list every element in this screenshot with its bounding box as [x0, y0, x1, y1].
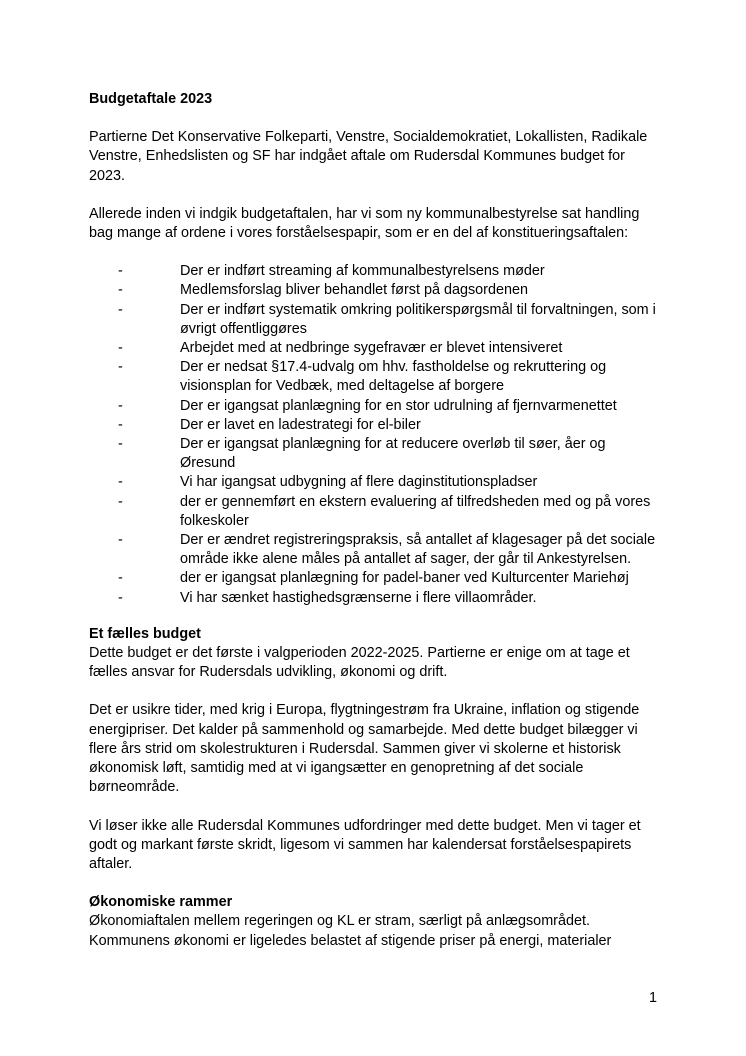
list-dash: - [118, 397, 123, 414]
list-item [89, 397, 664, 416]
section-paragraph: Økonomiaftalen mellem regeringen og KL er stram, særligt på anlægsområdet. Kommunens økonomi er ligeledes belastet af stigende priser på energi, materialer [89, 913, 612, 949]
document-title: Budgetaftale 2023 [89, 91, 213, 107]
list-dash: - [118, 301, 123, 318]
list-item [89, 262, 664, 281]
list-item-text: Arbejdet med at nedbringe sygefravær er blevet intensiveret [180, 340, 563, 357]
list-dash: - [118, 493, 123, 510]
document-page [89, 90, 664, 970]
list-dash: - [118, 570, 123, 587]
list-item [89, 301, 664, 339]
list-item-text: der er gennemført en ekstern evaluering af tilfredsheden med og på vores folkeskoler [180, 493, 651, 529]
list-dash: - [118, 532, 123, 549]
list-item [89, 569, 664, 588]
list-dash: - [118, 416, 123, 433]
list-item-text: Medlemsforslag bliver behandlet først på dagsordenen [180, 282, 528, 299]
list-dash: - [118, 359, 123, 376]
list-item [89, 435, 664, 473]
list-dash: - [118, 436, 123, 453]
achievements-list [89, 262, 664, 608]
intro-paragraph: Partierne Det Konservative Folkeparti, Venstre, Socialdemokratiet, Lokallisten, Radikale Venstre, Enhedslisten og SF har indgået aftale om Rudersdal Kommunes budget for 2023. [89, 129, 648, 184]
list-item [89, 339, 664, 358]
list-item [89, 531, 664, 569]
list-dash: - [118, 282, 123, 299]
list-item-text: Der er ændret registreringspraksis, så antallet af klagesager på det sociale område ikke alene måles på antallet af sager, der går til Ankestyrelsen. [180, 532, 656, 568]
section-paragraph: Dette budget er det første i valgperioden 2022-2025. Partierne er enige om at tage et fælles ansvar for Rudersdals udvikling, økonomi og drift. [89, 645, 630, 681]
list-item-text: Der er igangsat planlægning for at reducere overløb til søer, åer og Øresund [180, 436, 606, 472]
list-dash: - [118, 340, 123, 357]
list-item [89, 358, 664, 396]
list-item-text: Vi har sænket hastighedsgrænserne i flere villaområder. [180, 589, 537, 606]
page-number: 1 [648, 990, 657, 1006]
list-item [89, 493, 664, 531]
list-item-text: Der er nedsat §17.4-udvalg om hhv. fastholdelse og rekruttering og visionsplan for Vedbæk, med deltagelse af borgere [180, 359, 607, 395]
list-dash: - [118, 589, 123, 606]
section-heading-faelles-budget: Et fælles budget [89, 625, 201, 642]
list-dash: - [118, 263, 123, 280]
list-item-text: Der er indført streaming af kommunalbestyrelsens møder [180, 263, 545, 280]
list-item-text: Vi har igangsat udbygning af flere daginstitutionspladser [180, 474, 538, 491]
section-paragraph: Vi løser ikke alle Rudersdal Kommunes udfordringer med dette budget. Men vi tager et godt og markant første skridt, ligesom vi sammen har kalendersat forståelsespapirets aftaler. [89, 817, 641, 872]
list-item [89, 281, 664, 300]
list-item [89, 416, 664, 435]
list-item-text: Der er indført systematik omkring politikerspørgsmål til forvaltningen, som i øvrigt offentliggøres [180, 301, 656, 337]
list-item [89, 589, 664, 608]
section-heading-oekonomiske-rammer: Økonomiske rammer [89, 894, 233, 911]
list-dash: - [118, 474, 123, 491]
list-item-text: der er igangsat planlægning for padel-baner ved Kulturcenter Mariehøj [180, 570, 629, 587]
section-paragraph: Det er usikre tider, med krig i Europa, flygtningestrøm fra Ukraine, inflation og stigende energipriser. Det kalder på sammenhold og samarbejde. Med dette budget bilægger vi flere års strid om skolestrukturen i Rudersdal. Sammen giver vi skolerne et historisk økonomisk løft, samtidig med at vi igangsætter en genopretning af det sociale børneområde. [89, 702, 640, 796]
lead-in-paragraph: Allerede inden vi indgik budgetaftalen, har vi som ny kommunalbestyrelse sat handling bag mange af ordene i vores forståelsespapir, som er en del af konstitueringsaftalen: [89, 205, 640, 242]
list-item [89, 473, 664, 492]
list-item-text: Der er igangsat planlægning for en stor udrulning af fjernvarmenettet [180, 397, 617, 414]
list-item-text: Der er lavet en ladestrategi for el-biler [180, 416, 421, 433]
